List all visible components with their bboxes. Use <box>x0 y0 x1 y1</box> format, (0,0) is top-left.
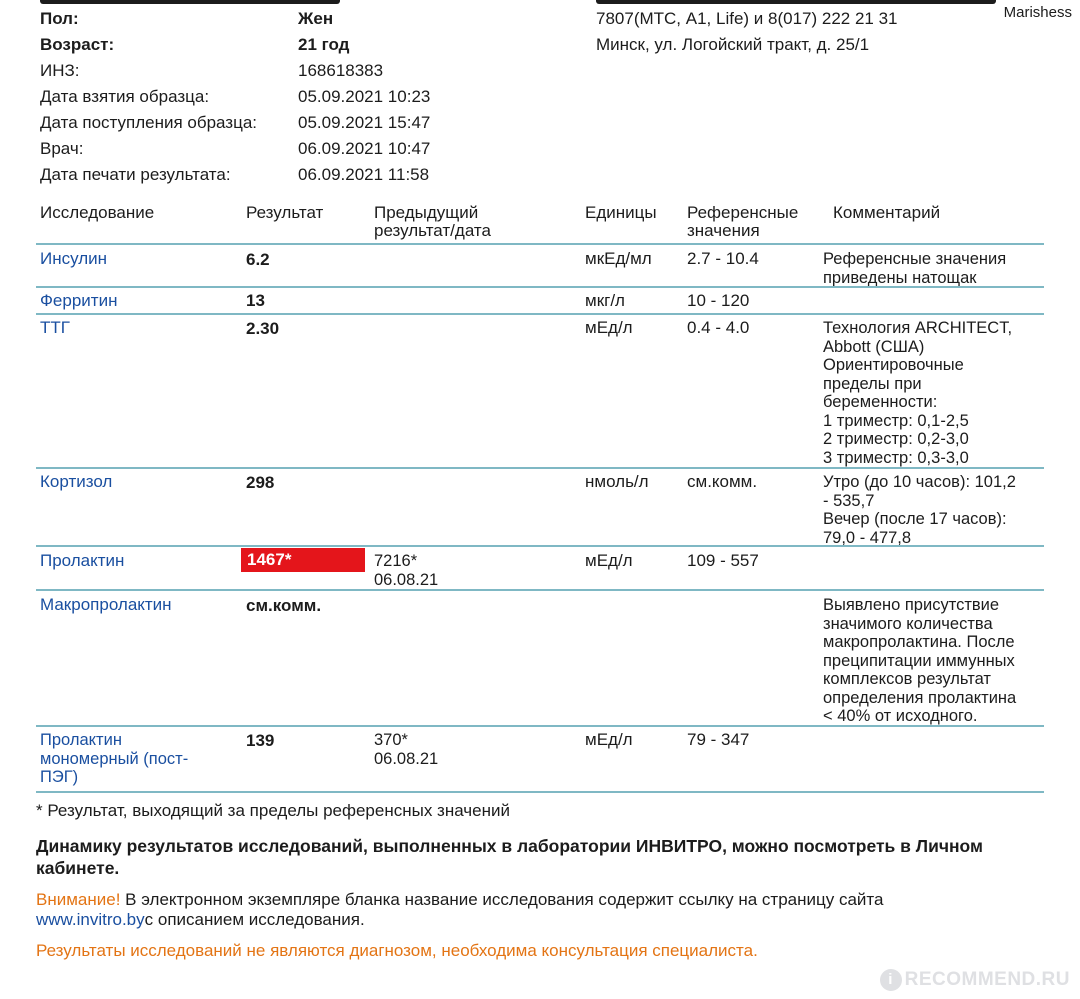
row-name[interactable]: Макропролактин <box>40 595 172 614</box>
row-divider <box>36 725 1044 727</box>
row-divider <box>36 243 1044 245</box>
row-result: см.комм. <box>246 596 322 615</box>
row-units: мЕд/л <box>585 730 633 749</box>
col-units: Единицы <box>585 203 657 222</box>
row-divider <box>36 545 1044 547</box>
lab-address: Минск, ул. Логойский тракт, д. 25/1 <box>596 35 870 54</box>
row-previous: 370* 06.08.21 <box>374 731 439 768</box>
print-date-label: Дата печати результата: <box>40 165 231 184</box>
cropped-header-text-left <box>40 0 340 4</box>
author-label: Marishess <box>1003 4 1072 21</box>
receipt-date-label: Дата поступления образца: <box>40 113 258 132</box>
row-reference: см.комм. <box>687 472 758 491</box>
row-name[interactable]: Ферритин <box>40 291 118 310</box>
col-comment: Комментарий <box>833 203 941 222</box>
row-reference: 109 - 557 <box>687 551 759 570</box>
col-result: Результат <box>246 203 324 222</box>
row-name[interactable]: Инсулин <box>40 249 108 268</box>
row-divider <box>36 589 1044 591</box>
site-tail: с описанием исследования. <box>144 910 365 929</box>
row-units: мЕд/л <box>585 318 633 337</box>
col-reference: Референсные значения <box>687 203 799 240</box>
row-previous: 7216* 06.08.21 <box>374 552 439 589</box>
warning-line <box>36 890 883 910</box>
doctor-label: Врач: <box>40 139 84 158</box>
site-line <box>36 910 365 930</box>
row-comment: Выявлено присутствие значимого количества макропролактина. После преципитации иммунных комплексов результат определения пролактина < 40% от исходного. <box>823 596 1017 725</box>
row-comment: Утро (до 10 часов): 101,2 - 535,7 Вечер (после 17 часов): 79,0 - 477,8 <box>823 473 1016 547</box>
site-link[interactable]: www.invitro.by <box>36 910 145 929</box>
inz-label: ИНЗ: <box>40 61 80 80</box>
recommend-logo-icon: i <box>880 969 902 991</box>
row-reference: 10 - 120 <box>687 291 750 310</box>
col-previous: Предыдущий результат/дата <box>374 203 491 240</box>
row-name[interactable]: Кортизол <box>40 472 113 491</box>
warning-label: Внимание! <box>36 890 121 909</box>
sex-label: Пол: <box>40 9 79 28</box>
lab-phones: 7807(МТС, А1, Life) и 8(017) 222 21 31 <box>596 9 898 28</box>
row-result: 2.30 <box>246 319 280 338</box>
watermark-text: RECOMMEND.RU <box>904 969 1070 990</box>
doctor-value: 06.09.2021 10:47 <box>298 139 431 158</box>
flagged-result: 1467* <box>241 548 365 572</box>
sample-date-value: 05.09.2021 10:23 <box>298 87 431 106</box>
age-value: 21 год <box>298 35 350 54</box>
asterisk-note: * Результат, выходящий за пределы референсных значений <box>36 801 510 820</box>
row-divider <box>36 286 1044 288</box>
row-units: мЕд/л <box>585 551 633 570</box>
row-name[interactable]: Пролактин <box>40 551 125 570</box>
row-result: 298 <box>246 473 275 492</box>
row-divider <box>36 467 1044 469</box>
row-name[interactable]: ТТГ <box>40 318 70 337</box>
row-reference: 0.4 - 4.0 <box>687 318 750 337</box>
watermark <box>880 969 1070 991</box>
row-divider <box>36 313 1044 315</box>
cropped-header-text-right <box>596 0 996 4</box>
sample-date-label: Дата взятия образца: <box>40 87 210 106</box>
row-comment: Референсные значения приведены натощак <box>823 250 1007 287</box>
row-units: мкг/л <box>585 291 625 310</box>
row-result: 6.2 <box>246 250 270 269</box>
row-units: нмоль/л <box>585 472 649 491</box>
row-reference: 2.7 - 10.4 <box>687 249 759 268</box>
print-date-value: 06.09.2021 11:58 <box>298 165 430 184</box>
row-name[interactable]: Пролактин мономерный (пост- ПЭГ) <box>40 731 189 786</box>
row-comment: Технология ARCHITECT, Abbott (США) Ориентировочные пределы при беременности: 1 триместр: 0,1-2,5 2 триместр: 0,2-3,0 3 триместр: 0,3-3,0 <box>823 319 1013 467</box>
row-reference: 79 - 347 <box>687 730 750 749</box>
row-units: мкЕд/мл <box>585 249 652 268</box>
dynamics-note: Динамику результатов исследований, выполненных в лаборатории ИНВИТРО, можно посмотреть в Личном кабинете. <box>36 836 983 878</box>
warning-text: В электронном экземпляре бланка название исследования содержит ссылку на страницу сайта <box>120 890 884 909</box>
row-divider <box>36 791 1044 793</box>
sex-value: Жен <box>298 9 334 28</box>
row-result: 13 <box>246 291 265 310</box>
age-label: Возраст: <box>40 35 115 54</box>
row-result: 139 <box>246 731 275 750</box>
receipt-date-value: 05.09.2021 15:47 <box>298 113 431 132</box>
disclaimer: Результаты исследований не являются диагнозом, необходима консультация специалиста. <box>36 941 758 960</box>
inz-value: 168618383 <box>298 61 384 80</box>
col-study: Исследование <box>40 203 155 222</box>
